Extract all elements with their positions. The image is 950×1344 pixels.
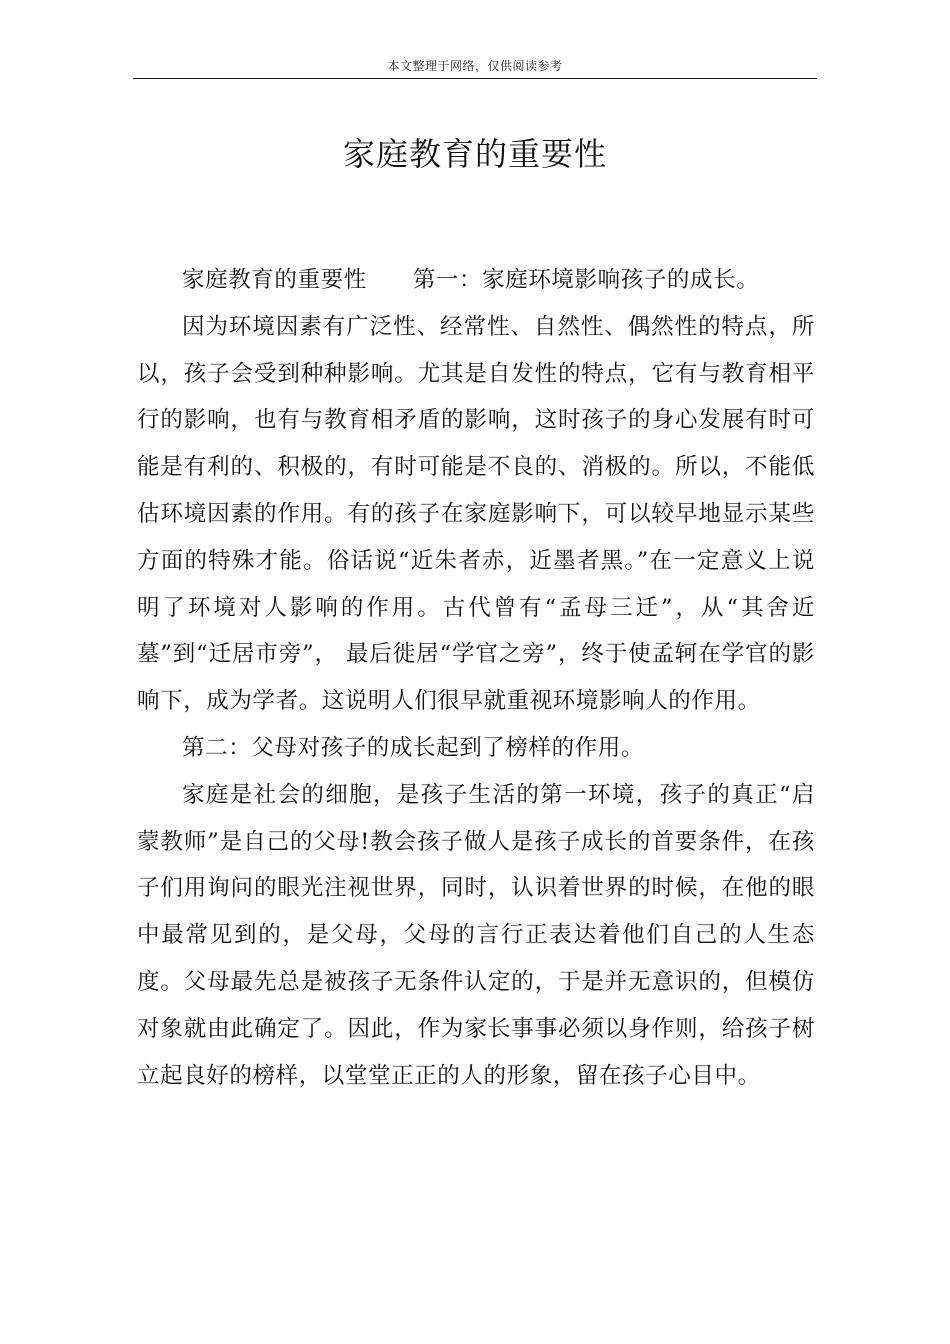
page-header: [133, 58, 817, 79]
paragraph-1: 因为环境因素有广泛性、经常性、自然性、偶然性的特点，所以，孩子会受到种种影响。尤其是自发性的特点，它有与教育相平行的影响，也有与教育相矛盾的影响，这时孩子的身心发展有时可能是有利的、积极的，有时可能是不良的、消极的。所以，不能低估环境因素的作用。有的孩子在家庭影响下，可以较早地显示某些方面的特殊才能。俗话说“近朱者赤，近墨者黑。”在一定意义上说明了环境对人影响的作用。古代曾有“孟母三迁”，从“其舍近墓”到“迁居市旁”， 最后徙居“学官之旁”，终于使孟轲在学官的影响下，成为学者。这说明人们很早就重视环境影响人的作用。: [137, 313, 815, 715]
document-title: 家庭教育的重要性: [342, 135, 607, 173]
intro-heading-right: 第一：家庭环境影响孩子的成长。: [412, 267, 760, 293]
paragraph-2: 第二：父母对孩子的成长起到了榜样的作用。: [182, 734, 645, 761]
intro-heading-line: [137, 257, 815, 304]
paragraph-3: 家庭是社会的细胞，是孩子生活的第一环境，孩子的真正“启蒙教师”是自己的父母!教会孩子做人是孩子成长的首要条件，在孩子们用询问的眼光注视世界，同时，认识着世界的时候，在他的眼中最常见到的，是父母，父母的言行正表达着他们自己的人生态度。父母最先总是被孩子无条件认定的，于是并无意识的，但模仿对象就由此确定了。因此，作为家长事事必须以身作则，给孩子树立起良好的榜样，以堂堂正正的人的形象，留在孩子心目中。: [137, 781, 815, 1089]
header-note: 本文整理于网络，仅供阅读参考: [387, 59, 563, 73]
document-body: [137, 257, 815, 1099]
intro-heading-left: 家庭教育的重要性: [182, 267, 367, 293]
